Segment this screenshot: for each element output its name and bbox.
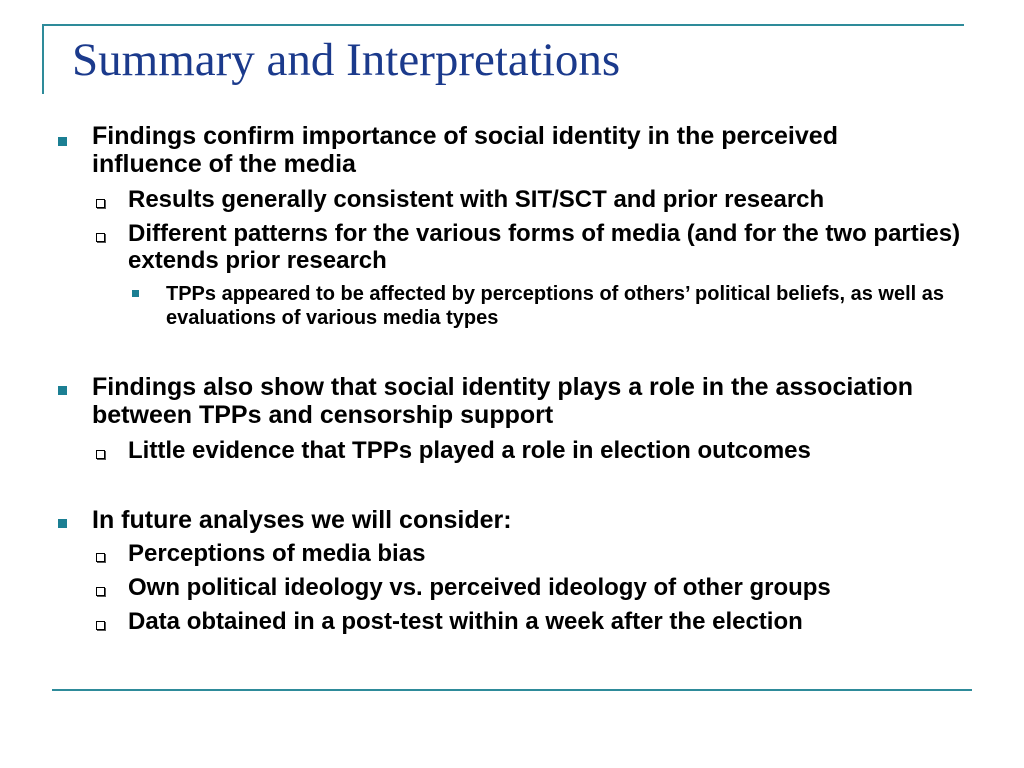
bullet-level2: Perceptions of media bias	[128, 540, 426, 567]
bullet-hollow-square-icon	[96, 233, 105, 242]
bullet-hollow-square-icon	[96, 199, 105, 208]
footer-rule	[52, 689, 972, 691]
bullet-level2: Data obtained in a post-test within a week after the election	[128, 608, 803, 635]
bullet-square-icon	[58, 386, 67, 395]
slide-title: Summary and Interpretations	[72, 34, 621, 86]
bullet-level1: In future analyses we will consider:	[92, 506, 512, 534]
bullet-hollow-square-icon	[96, 621, 105, 630]
bullet-level1: Findings confirm importance of social identity in the perceived influence of the media	[92, 122, 838, 178]
title-frame-horizontal-rule	[42, 24, 964, 26]
bullet-hollow-square-icon	[96, 553, 105, 562]
bullet-level3: TPPs appeared to be affected by perceptions of others’ political beliefs, as well as evaluations of various media types	[166, 283, 945, 329]
bullet-square-icon	[58, 137, 67, 146]
bullet-level2: Little evidence that TPPs played a role in election outcomes	[128, 437, 811, 464]
bullet-level1: Findings also show that social identity plays a role in the association between TPPs and censorship support	[92, 373, 914, 429]
bullet-hollow-square-icon	[96, 450, 105, 459]
bullet-hollow-square-icon	[96, 587, 105, 596]
bullet-square-icon	[132, 290, 139, 297]
title-frame-vertical-rule	[42, 24, 44, 94]
bullet-level2: Results generally consistent with SIT/SCT and prior research	[128, 186, 825, 213]
bullet-level2: Own political ideology vs. perceived ideology of other groups	[128, 574, 831, 601]
bullet-square-icon	[58, 519, 67, 528]
bullet-level2: Different patterns for the various forms of media (and for the two parties) extends prior research	[128, 220, 961, 274]
